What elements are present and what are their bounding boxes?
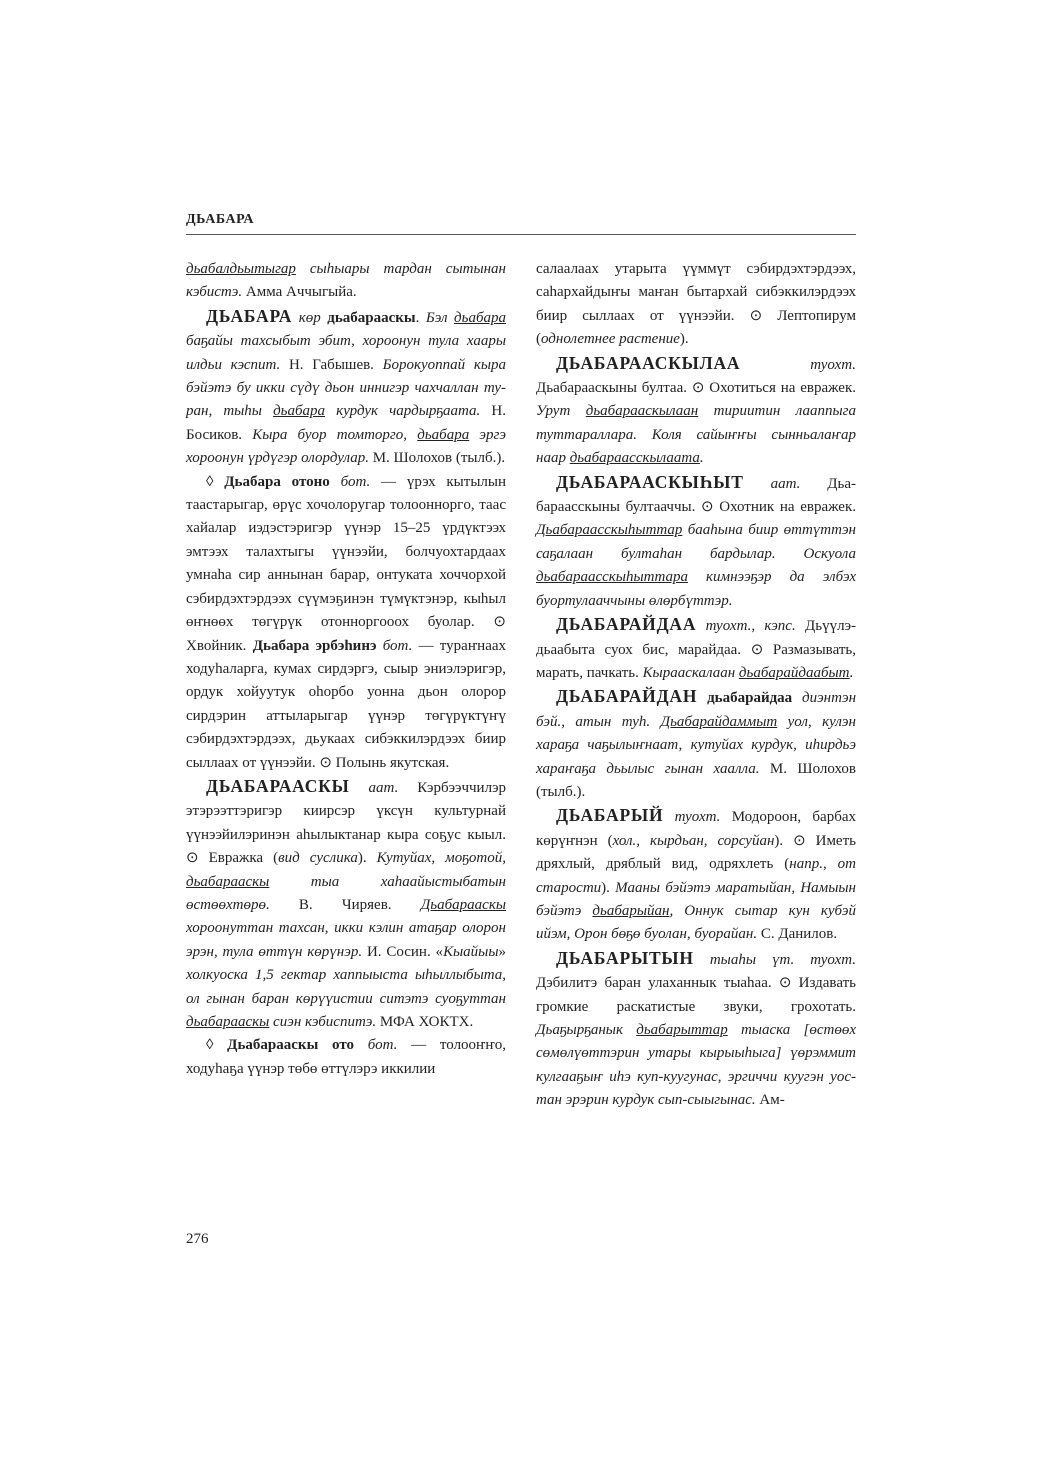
dictionary-entry: ДЬАБАРА көр дьабарааскы. Бэл дьабара баҕайы тахсыбыт эбит, хороонун тула хаары илдьи кэспит. Н. Габышев. Борокуоппай кыра бэйэтэ бу икки сүдү дьон иннигэр чахчаллан туран, тыһы дьабара курдук чардырҕаата. Н. Босиков. Кыра буор томторго, дьабара эргэ хороонун үрдүгэр олордулар. М. Шолохов (тылб.). — [186, 305, 507, 467]
running-head: ДЬАБАРА — [186, 212, 254, 227]
dictionary-entry: ДЬАБАРАЙДАА туохт., кэпс. Дьүүлэ-дьаабыта суох бис, марайдаа. ⊙ Размазывать, марать, пачкать. Кырааскалаан дьабарайдаабыт. — [536, 614, 856, 681]
dictionary-entry: дьабалдьытыгар сыһыары тардан сытынан кэбистэ. Амма Аччыгыйа. — [186, 261, 506, 301]
page-number: 276 — [186, 1231, 209, 1247]
dictionary-entry: ◊ Дьабарааскы ото бот. — толооҥҥо, ходуһаҕа үүнэр төбө өттүлэрэ иккилии — [186, 1037, 506, 1077]
dictionary-entry: салаалаах утарыта үүммүт сэбирдэхтэрдээх, саһархайдыҥы маҥан бытархай сибэккилэрдээх биир сыллаах от үүнээйи. ⊙ Лептопирум (однолетнее растение). — [536, 261, 856, 348]
dictionary-entry: ДЬАБАРААСКЫҺЫТ аат. Дьабараасскыны бултааччы. ⊙ Охотник на евражек. Дьабараасскыһыттар бааһына биир өттүттэн саҕалаан бултаһан бардылар. Оскуола дьабараасскыһыттара кимнээҕэр да элбэх буортулааччыны өлөрбүттэр. — [536, 471, 856, 609]
right-column — [536, 258, 856, 1113]
left-column — [186, 258, 506, 1081]
dictionary-entry: ДЬАБАРААСКЫ аат. Кэрбээччилэр этэрээттэригэр киирсэр үксүн культурнай үүнээйилэринэн аһылыктанар кыра соҕус кыыл. ⊙ Евражка (вид суслика). Кутуйах, моҕотой, дьабарааскы тыа хаһаайыстыбатын өстөөхтөрө. В. Чиряев. Дьабарааскы хороонуттан тахсан, икки кэлин атаҕар олорон эрэн, тула өттүн көрүнэр. И. Сосин. «Кыайыы» холкуоска 1,5 гектар хаппыыста ыһыллыбыта, ол гынан баран көрүүистии ситэтэ суоҕуттан дьабарааскы сиэн кэбиспитэ. МФА ХОКТХ. — [186, 775, 507, 1030]
dictionary-entry: ◊ Дьабара отоно бот. — үрэх кытылын таастарыгар, өрүс хочолоругар толоонноргo, таас хайалар иэдэстэригэр үүнэр 15–25 үрдүктээх эмтээх талахтыгы үүнээйи, болчуохтардаах умнаһа сир аннынан барар, онтуката хоччорхой сэбирдэхтэрдээх сүүмэҕинэн түмүктэнэр, кыһыл өҥнөөх төгүрүк отонноргoоох буолар. ⊙ Хвойник. Дьабара эрбэһинэ бот. — тураҥнаах ходуһаларга, кумах сирдэргэ, сыыр эниэлэригэр, ордук хойуутук оһорбо уонна дьон олорор сирдэрин аттыларыгар үүнэр төгүрүктүҥү сэбирдэхтэрдээх, дьукаах сибэккилэрдээх биир сыллаах от үүнээйи. ⊙ Полынь якутская. — [186, 473, 507, 771]
dictionary-entry: ДЬАБАРЫТЫН тыаһы үт. туохт. Дэбилитэ баран улаханнык тыаһаа. ⊙ Издавать громкие раскатистые звуки, грохотать. Дьаҕырҕанык дьабарыттар тыаска [өстөөх сөмөлүөттэрин утары кырыыһыга] үөрэммит кулгааҕыҥ иһэ куп-куугунас, эргиччи куугэн уостан эрэрин курдук сып-сыыгынас. Ам- — [536, 947, 857, 1109]
dictionary-entry: ДЬАБАРЫЙ туохт. Модороон, барбах көрүҥнэн (хол., кырдьан, сорсуйан). ⊙ Иметь дряхлый, дряблый вид, одряхлеть (напр., от старости). Мааны бэйэтэ маратыйан, Намыын бэйэтэ дьабарыйан, Оннук сытар кун кубэй ийэм, Орон бөҕө буолан, буорайан. С. Данилов. — [536, 805, 856, 943]
header-rule — [186, 234, 856, 235]
dictionary-entry: ДЬАБАРАЙДАН дьабарайдаа диэнтэн бэй., атын туһ. Дьабарайдаммыт уол, кулэн хараҕа чаҕылыҥнаат, кутуйах курдук, иһирдьэ хараҥаҕа дьылыс гынан хаалла. М. Шолохов (тылб.). — [536, 686, 857, 800]
dictionary-entry: ДЬАБАРААСКЫЛАА туохт. Дьабарааскыны бултаа. ⊙ Охотиться на евражек. Урут дьабарааскылаан тириитин лааппыга туттараллара. Коля сайыҥҥы сынньалаҥар наар дьабараасскылаата. — [536, 352, 856, 467]
